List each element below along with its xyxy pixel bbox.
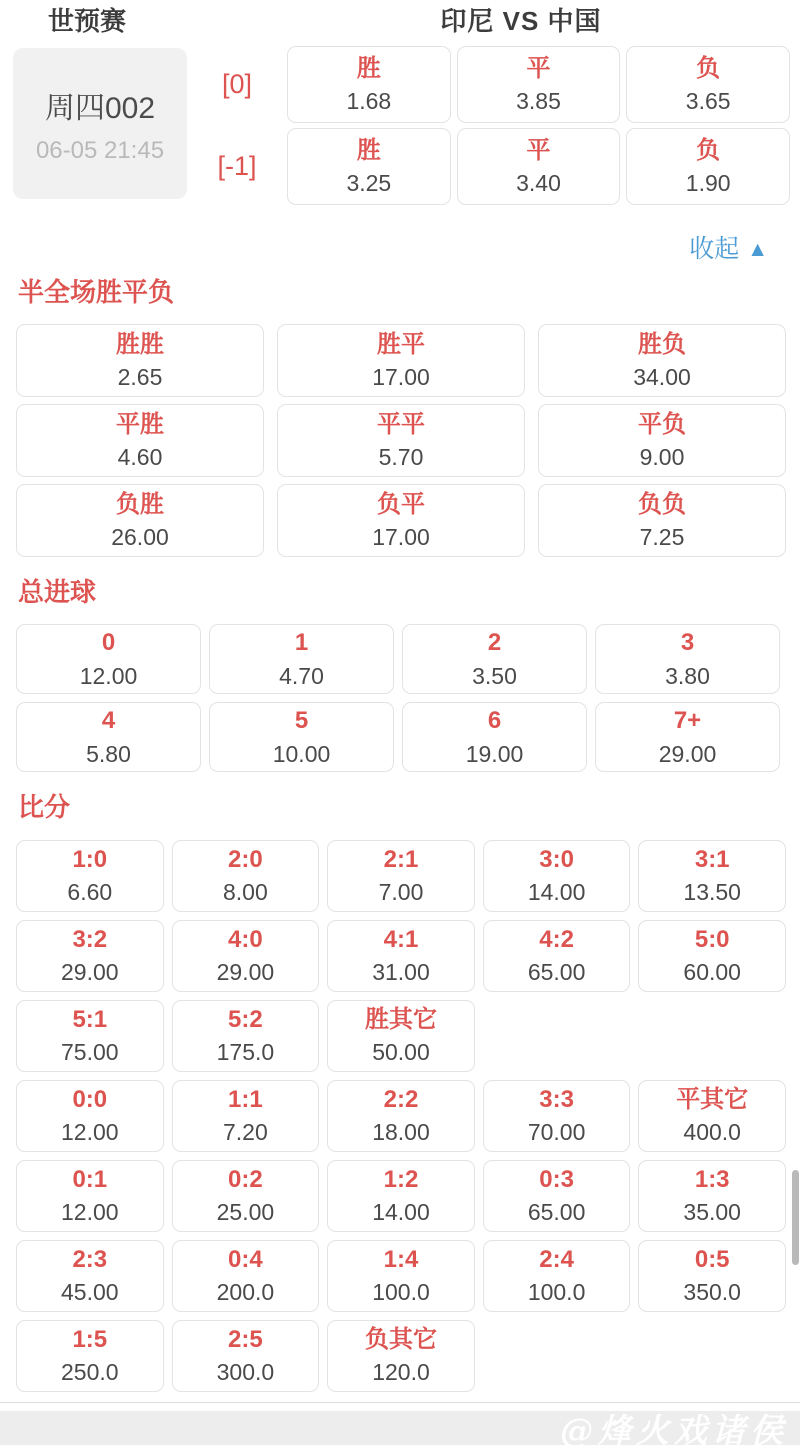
bet-option-value: 3.25 [346, 170, 392, 197]
bet-option-value: 14.00 [372, 1199, 430, 1226]
bet-options-grid [16, 324, 786, 557]
bet-option-label: 2:5 [228, 1325, 263, 1353]
bet-option-value: 7.25 [639, 524, 685, 551]
bet-option-value: 9.00 [639, 444, 685, 471]
bet-option-cell[interactable] [172, 1000, 320, 1072]
bet-option-label: 1:2 [383, 1165, 419, 1193]
bet-option-label: 3:3 [539, 1085, 574, 1113]
bet-option-value: 29.00 [658, 741, 717, 768]
bet-option-value: 50.00 [372, 1039, 430, 1066]
bet-option-label: 1:5 [72, 1325, 108, 1353]
bet-option-cell[interactable] [16, 1160, 164, 1232]
bet-option-cell[interactable] [16, 702, 201, 772]
bet-option-label: 2:3 [72, 1245, 108, 1273]
bet-option-label: 胜 [356, 136, 381, 164]
bet-option-cell[interactable] [16, 624, 201, 694]
page-header [0, 0, 800, 36]
league-wrap [0, 1, 242, 38]
bet-options-grid [16, 840, 786, 1392]
triangle-up-icon: ▲ [747, 238, 768, 261]
bet-option-label: 负 [696, 136, 721, 164]
bet-option-label: 5:1 [72, 1005, 108, 1033]
bet-option-label: 5 [294, 707, 309, 735]
bet-option-cell[interactable] [457, 128, 621, 205]
bet-option-value: 300.0 [216, 1359, 275, 1386]
bet-option-cell[interactable] [483, 1240, 631, 1312]
bet-option-cell[interactable] [172, 1080, 320, 1152]
bet-option-value: 100.0 [527, 1279, 586, 1306]
bet-option-cell[interactable] [483, 1160, 631, 1232]
bet-option-label: 胜胜 [116, 330, 164, 358]
bet-option-label: 0:1 [72, 1165, 108, 1193]
bet-option-label: 7+ [673, 707, 702, 735]
bet-option-value: 18.00 [372, 1119, 430, 1146]
section-title: 总进球 [18, 577, 97, 608]
bet-option-cell[interactable] [626, 128, 790, 205]
bet-option-label: 5:0 [694, 925, 730, 953]
bet-option-label: 0:0 [72, 1085, 108, 1113]
bet-option-value: 70.00 [527, 1119, 586, 1146]
bet-option-cell[interactable] [638, 1240, 786, 1312]
bet-option-value: 12.00 [79, 663, 138, 690]
bet-options-grid [16, 624, 780, 772]
bet-option-cell[interactable] [209, 702, 394, 772]
bet-option-value: 200.0 [216, 1279, 275, 1306]
bet-option-label: 0 [101, 629, 116, 657]
bet-option-cell[interactable] [277, 404, 525, 477]
bet-option-cell[interactable] [172, 1240, 320, 1312]
bet-option-value: 12.00 [61, 1119, 119, 1146]
bet-option-value: 10.00 [272, 741, 331, 768]
bet-option-label: 4:2 [539, 925, 574, 953]
bet-option-value: 75.00 [61, 1039, 119, 1066]
handicap-label: [-1] [217, 151, 257, 181]
bet-option-value: 1.90 [685, 170, 731, 197]
bet-option-cell[interactable] [16, 1240, 164, 1312]
match-datetime: 06-05 21:45 [35, 136, 165, 164]
bet-option-cell[interactable] [327, 1160, 475, 1232]
bet-option-cell[interactable] [277, 484, 525, 557]
bet-option-label: 2 [487, 629, 502, 657]
bet-option-label: 负其它 [364, 1325, 437, 1353]
bet-option-label: 0:4 [228, 1245, 263, 1273]
bet-option-cell[interactable] [327, 840, 475, 912]
bet-option-cell[interactable] [457, 46, 621, 123]
bet-option-label: 2:4 [539, 1245, 574, 1273]
bet-option-cell[interactable] [483, 840, 631, 912]
league-name: 世预赛 [48, 5, 127, 36]
bet-option-value: 120.0 [372, 1359, 430, 1386]
bet-option-value: 45.00 [61, 1279, 119, 1306]
match-card [13, 48, 187, 199]
bet-option-cell[interactable] [16, 1320, 164, 1392]
bet-option-cell[interactable] [16, 324, 264, 397]
bet-option-value: 6.60 [67, 879, 113, 906]
bet-option-label: 平 [526, 136, 551, 164]
bet-option-label: 4:1 [383, 925, 419, 953]
bet-option-label: 平平 [377, 410, 425, 438]
bottom-bar [0, 1410, 800, 1450]
bet-option-cell[interactable] [327, 1080, 475, 1152]
bet-option-label: 1:0 [72, 845, 108, 873]
bet-option-value: 12.00 [61, 1199, 119, 1226]
bet-option-label: 平其它 [676, 1085, 749, 1113]
bet-option-label: 负平 [377, 490, 425, 518]
bet-option-value: 3.85 [516, 88, 561, 115]
bet-option-value: 100.0 [372, 1279, 430, 1306]
bet-option-cell[interactable] [327, 1320, 475, 1392]
bet-option-cell[interactable] [595, 702, 780, 772]
bet-option-value: 350.0 [683, 1279, 741, 1306]
bet-option-label: 2:2 [383, 1085, 419, 1113]
bet-option-cell[interactable] [638, 1160, 786, 1232]
match-odds-block [0, 42, 800, 205]
bet-option-label: 0:5 [694, 1245, 730, 1273]
bet-option-value: 7.00 [378, 879, 424, 906]
bet-option-value: 31.00 [372, 959, 430, 986]
bet-option-label: 6 [487, 707, 502, 735]
bet-option-label: 2:1 [383, 845, 419, 873]
bet-option-cell[interactable] [538, 404, 786, 477]
bet-option-cell[interactable] [402, 702, 587, 772]
bet-option-label: 1:4 [383, 1245, 419, 1273]
watermark: @烽火戏诸侯 [546, 1405, 794, 1455]
bet-option-value: 250.0 [61, 1359, 119, 1386]
bet-option-value: 35.00 [683, 1199, 741, 1226]
bet-option-value: 7.20 [223, 1119, 268, 1146]
bet-option-label: 3:2 [72, 925, 108, 953]
match-title: 印尼 VS 中国 [440, 5, 602, 36]
bet-option-value: 29.00 [61, 959, 119, 986]
handicap-odds-row [187, 128, 800, 205]
bet-option-cell[interactable] [287, 46, 451, 123]
bet-option-cell[interactable] [277, 324, 525, 397]
bet-option-cell[interactable] [638, 920, 786, 992]
bet-option-label: 负 [696, 54, 721, 82]
bet-option-value: 5.70 [378, 444, 424, 471]
bet-option-cell[interactable] [402, 624, 587, 694]
bet-option-label: 平胜 [116, 410, 164, 438]
bet-option-label: 平负 [638, 410, 686, 438]
bet-option-value: 3.65 [685, 88, 731, 115]
bet-option-cell[interactable] [16, 840, 164, 912]
bet-option-value: 19.00 [465, 741, 524, 768]
match-number: 周四002 [44, 91, 156, 125]
bet-option-label: 胜负 [638, 330, 686, 358]
bet-option-value: 4.60 [117, 444, 163, 471]
bet-option-label: 1 [294, 629, 309, 657]
bet-option-value: 34.00 [633, 364, 691, 391]
bet-option-cell[interactable] [327, 1240, 475, 1312]
section-title: 比分 [18, 792, 71, 823]
bet-option-cell[interactable] [538, 324, 786, 397]
bet-option-value: 14.00 [527, 879, 586, 906]
bet-option-cell[interactable] [626, 46, 790, 123]
section-title: 半全场胜平负 [18, 277, 175, 307]
bet-option-cell[interactable] [172, 840, 320, 912]
bet-option-label: 4 [101, 707, 116, 735]
bet-option-cell[interactable] [327, 1000, 475, 1072]
bet-option-label: 胜平 [377, 330, 425, 358]
bet-option-cell[interactable] [172, 1320, 320, 1392]
bet-option-cell[interactable] [172, 1160, 320, 1232]
bet-option-cell[interactable] [595, 624, 780, 694]
bet-option-label: 1:3 [694, 1165, 730, 1193]
bet-option-value: 60.00 [683, 959, 741, 986]
bet-option-label: 负胜 [116, 490, 164, 518]
bet-option-label: 胜 [356, 54, 381, 82]
collapse-button[interactable] [0, 229, 800, 261]
bet-option-value: 175.0 [216, 1039, 275, 1066]
bet-option-label: 5:2 [228, 1005, 263, 1033]
bet-option-cell[interactable] [638, 840, 786, 912]
bet-option-value: 29.00 [216, 959, 275, 986]
bet-option-cell[interactable] [287, 128, 451, 205]
bet-option-value: 5.80 [86, 741, 131, 768]
bet-option-value: 1.68 [346, 88, 392, 115]
bet-option-value: 400.0 [683, 1119, 741, 1146]
bet-option-cell[interactable] [483, 1080, 631, 1152]
scrollbar-thumb[interactable] [792, 1170, 799, 1265]
handicap-odds-rows [187, 46, 800, 205]
bet-option-cell[interactable] [16, 404, 264, 477]
bet-option-label: 胜其它 [364, 1005, 437, 1033]
sections [0, 277, 800, 1392]
bet-option-label: 3:0 [539, 845, 574, 873]
handicap-label: [0] [221, 69, 253, 99]
handicap-odds-row [187, 46, 800, 123]
bet-option-value: 65.00 [527, 1199, 586, 1226]
bet-option-value: 17.00 [372, 364, 430, 391]
bet-option-value: 17.00 [372, 524, 430, 551]
bet-option-label: 4:0 [228, 925, 263, 953]
bet-option-label: 负负 [638, 490, 686, 518]
bet-option-value: 26.00 [111, 524, 169, 551]
bet-option-value: 65.00 [527, 959, 586, 986]
bet-option-label: 3:1 [694, 845, 730, 873]
bet-option-value: 3.80 [665, 663, 710, 690]
bet-option-cell[interactable] [172, 920, 320, 992]
bet-option-label: 3 [680, 629, 695, 657]
bet-option-value: 25.00 [216, 1199, 275, 1226]
bet-option-cell[interactable] [16, 920, 164, 992]
bet-option-cell[interactable] [16, 1000, 164, 1072]
bet-option-value: 3.50 [472, 663, 517, 690]
bet-option-value: 3.40 [516, 170, 561, 197]
bet-option-value: 4.70 [279, 663, 324, 690]
bet-option-label: 2:0 [228, 845, 263, 873]
bet-option-cell[interactable] [327, 920, 475, 992]
bet-option-cell[interactable] [209, 624, 394, 694]
bet-option-cell[interactable] [638, 1080, 786, 1152]
bet-option-label: 0:3 [539, 1165, 574, 1193]
bet-option-cell[interactable] [16, 484, 264, 557]
bet-option-value: 13.50 [683, 879, 741, 906]
bet-option-cell[interactable] [538, 484, 786, 557]
bet-option-cell[interactable] [483, 920, 631, 992]
bet-option-label: 0:2 [228, 1165, 263, 1193]
bottom-divider [0, 1402, 800, 1450]
collapse-label: 收起 [689, 235, 740, 263]
bet-option-cell[interactable] [16, 1080, 164, 1152]
bet-option-value: 8.00 [223, 879, 268, 906]
bet-option-label: 1:1 [228, 1085, 263, 1113]
bet-option-value: 2.65 [117, 364, 163, 391]
bet-option-label: 平 [526, 54, 551, 82]
